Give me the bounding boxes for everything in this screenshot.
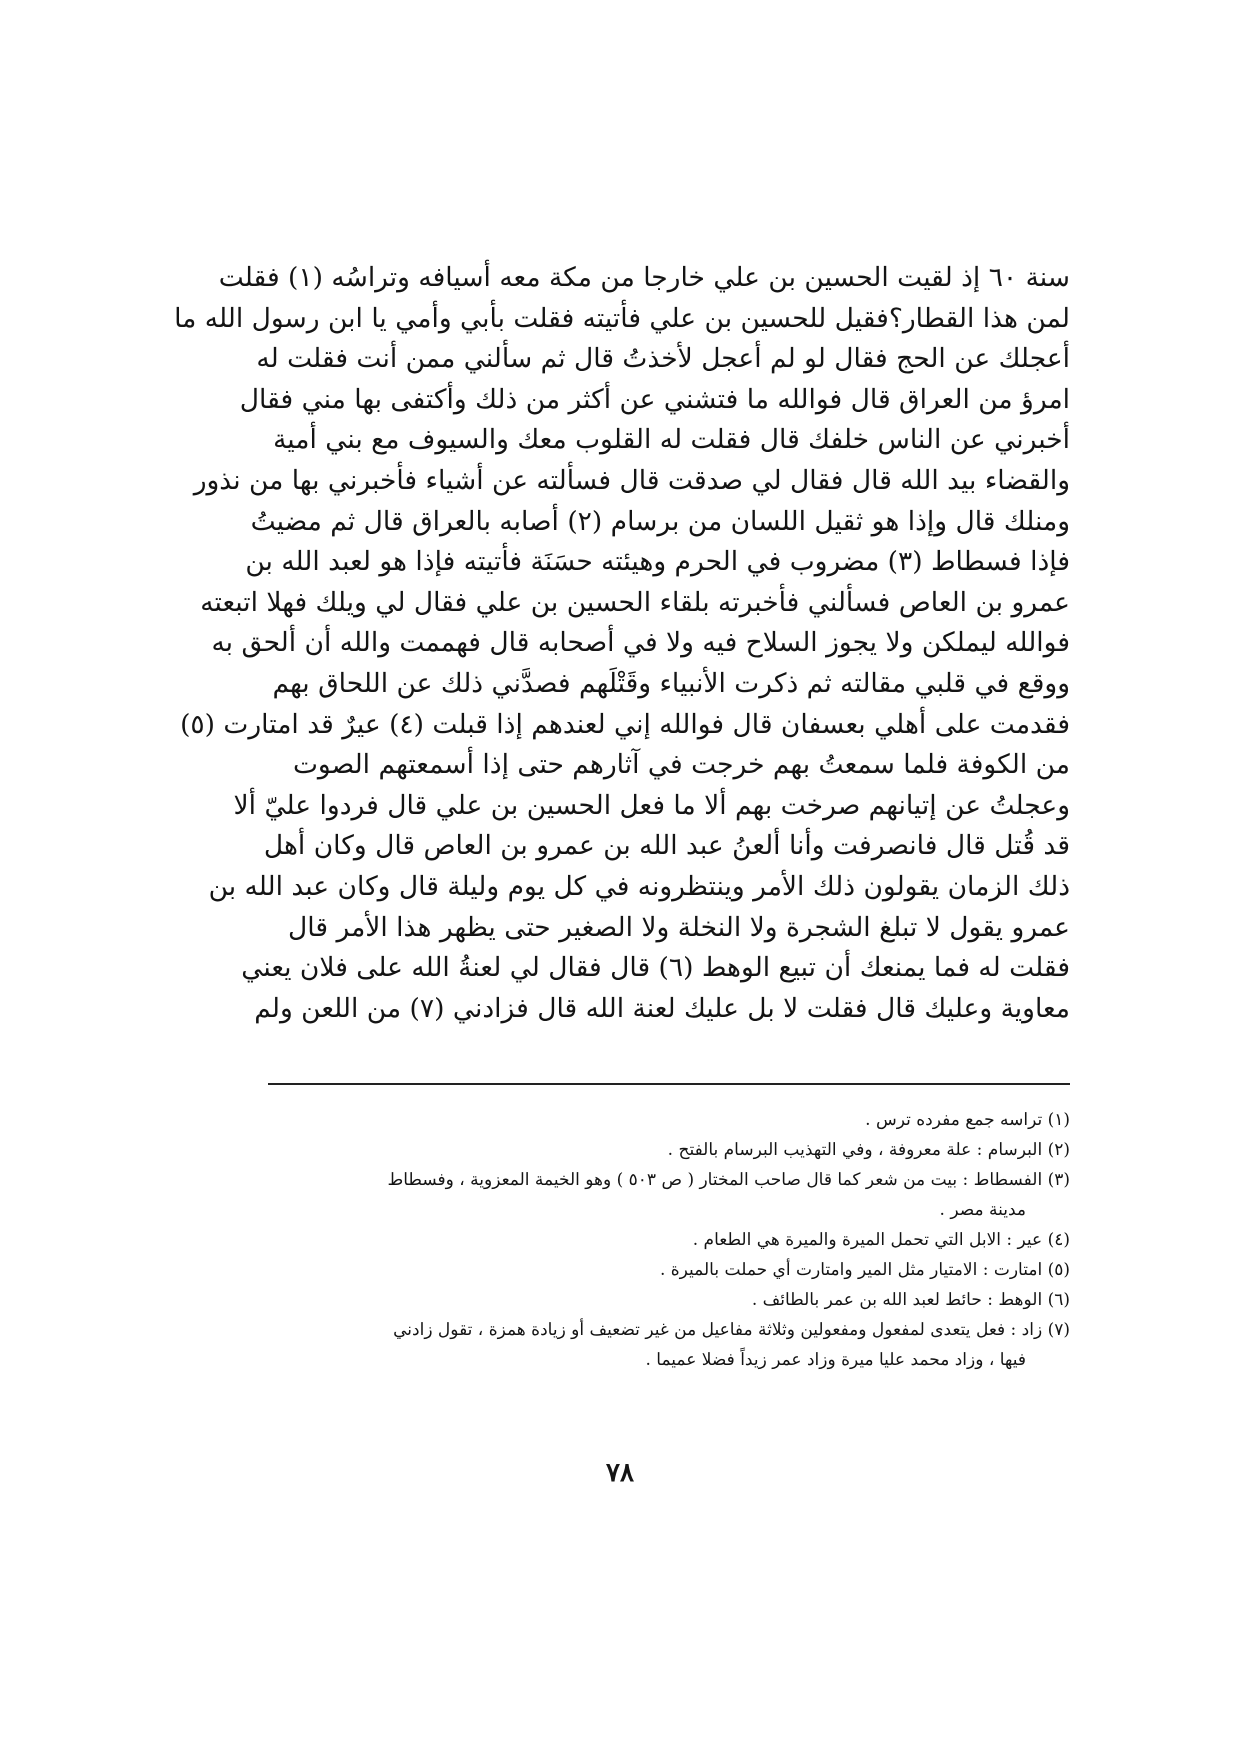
text-line: امرؤ من العراق قال فوالله ما فتشني عن أكثر من ذلك وأكتفى بها مني فقال [239,383,1070,415]
text-line: فإذا فسطاط (٣) مضروب في الحرم وهيئته حسَنَة فأتيته فإذا هو لعبد الله بن [245,546,1070,578]
footnote-line: (٣) الفسطاط : بيت من شعر كما قال صاحب المختار ( ص ٥٠٣ ) وهو الخيمة المعزوية ، وفسطاط [387,1170,1070,1190]
footnote-separator [268,1083,1070,1085]
text-line: عمرو بن العاص فسألني فأخبرته بلقاء الحسين بن علي فقال لي ويلك فهلا اتبعته [200,586,1070,618]
main-text [174,258,1070,1029]
footnote-1 [268,1105,1070,1135]
footnote-line: (١) تراسه جمع مفرده ترس . [865,1110,1070,1130]
footnote-5 [268,1255,1070,1285]
footnotes [268,1105,1070,1375]
text-line: سنة ٦٠ إذ لقيت الحسين بن علي خارجا من مكة معه أسيافه وتراسُه (١) فقلت [218,262,1070,293]
text-line: أخبرني عن الناس خلفك قال فقلت له القلوب معك والسيوف مع بني أمية [273,424,1070,456]
text-line: ذلك الزمان يقولون ذلك الأمر وينتظرونه في كل يوم وليلة قال وكان عبد الله بن [208,870,1070,902]
text-line: من الكوفة فلما سمعتُ بهم خرجت في آثارهم حتى إذا أسمعتهم الصوت [292,749,1070,781]
page-number: ٧٨ [606,1458,634,1488]
footnote-4 [268,1225,1070,1255]
text-line: فقلت له فما يمنعك أن تبيع الوهط (٦) قال فقال لي لعنةُ الله على فلان يعني [241,952,1070,984]
text-line: والقضاء بيد الله قال فقال لي صدقت قال فسألته عن أشياء فأخبرني بها من نذور [193,464,1070,496]
footnote-2 [268,1135,1070,1165]
text-line: فوالله ليملكن ولا يجوز السلاح فيه ولا في أصحابه قال فهممت والله أن ألحق به [211,627,1070,659]
footnote-line: (٥) امتارت : الامتيار مثل المير وامتارت أي حملت بالميرة . [659,1260,1070,1280]
footnote-line: (٤) عير : الابل التي تحمل الميرة والميرة هي الطعام . [692,1230,1070,1250]
footnote-line: مدينة مصر . [939,1200,1026,1220]
text-line: وعجلتُ عن إتيانهم صرخت بهم ألا ما فعل الحسين بن علي قال فردوا عليّ ألا [233,789,1070,821]
footnote-7 [268,1315,1070,1375]
text-line: فقدمت على أهلي بعسفان قال فوالله إني لعندهم إذا قبلت (٤) عيرٌ قد امتارت (٥) [180,708,1070,740]
text-line: عمرو يقول لا تبلغ الشجرة ولا النخلة ولا الصغير حتى يظهر هذا الأمر قال [288,911,1070,943]
footnote-3 [268,1165,1070,1225]
footnote-line: (٧) زاد : فعل يتعدى لمفعول ومفعولين وثلاثة مفاعيل من غير تضعيف أو زيادة همزة ، تقول زادني [393,1320,1070,1340]
text-line: معاوية وعليك قال فقلت لا بل عليك لعنة الله قال فزادني (٧) من اللعن ولم [254,992,1070,1024]
text-line: ووقع في قلبي مقالته ثم ذكرت الأنبياء وقَتْلَهم فصدَّني ذلك عن اللحاق بهم [272,667,1070,699]
text-line: لمن هذا القطار؟فقيل للحسين بن علي فأتيته فقلت بأبي وأمي يا ابن رسول الله ما [174,302,1070,334]
text-line: ومنلك قال وإذا هو ثقيل اللسان من برسام (٢) أصابه بالعراق قال ثم مضيتُ [250,505,1070,537]
footnote-line: (٢) البرسام : علة معروفة ، وفي التهذيب البرسام بالفتح . [667,1140,1070,1160]
footnote-line: (٦) الوهط : حائط لعبد الله بن عمر بالطائف . [751,1290,1070,1310]
text-line: قد قُتل قال فانصرفت وأنا ألعنُ عبد الله بن عمرو بن العاص قال وكان أهل [263,830,1070,862]
footnote-line: فيها ، وزاد محمد عليا ميرة وزاد عمر زيداً فضلا عميما . [645,1350,1026,1370]
footnote-6 [268,1285,1070,1315]
text-line: أعجلك عن الحج فقال لو لم أعجل لأخذتُ قال ثم سألني ممن أنت فقلت له [256,343,1070,375]
